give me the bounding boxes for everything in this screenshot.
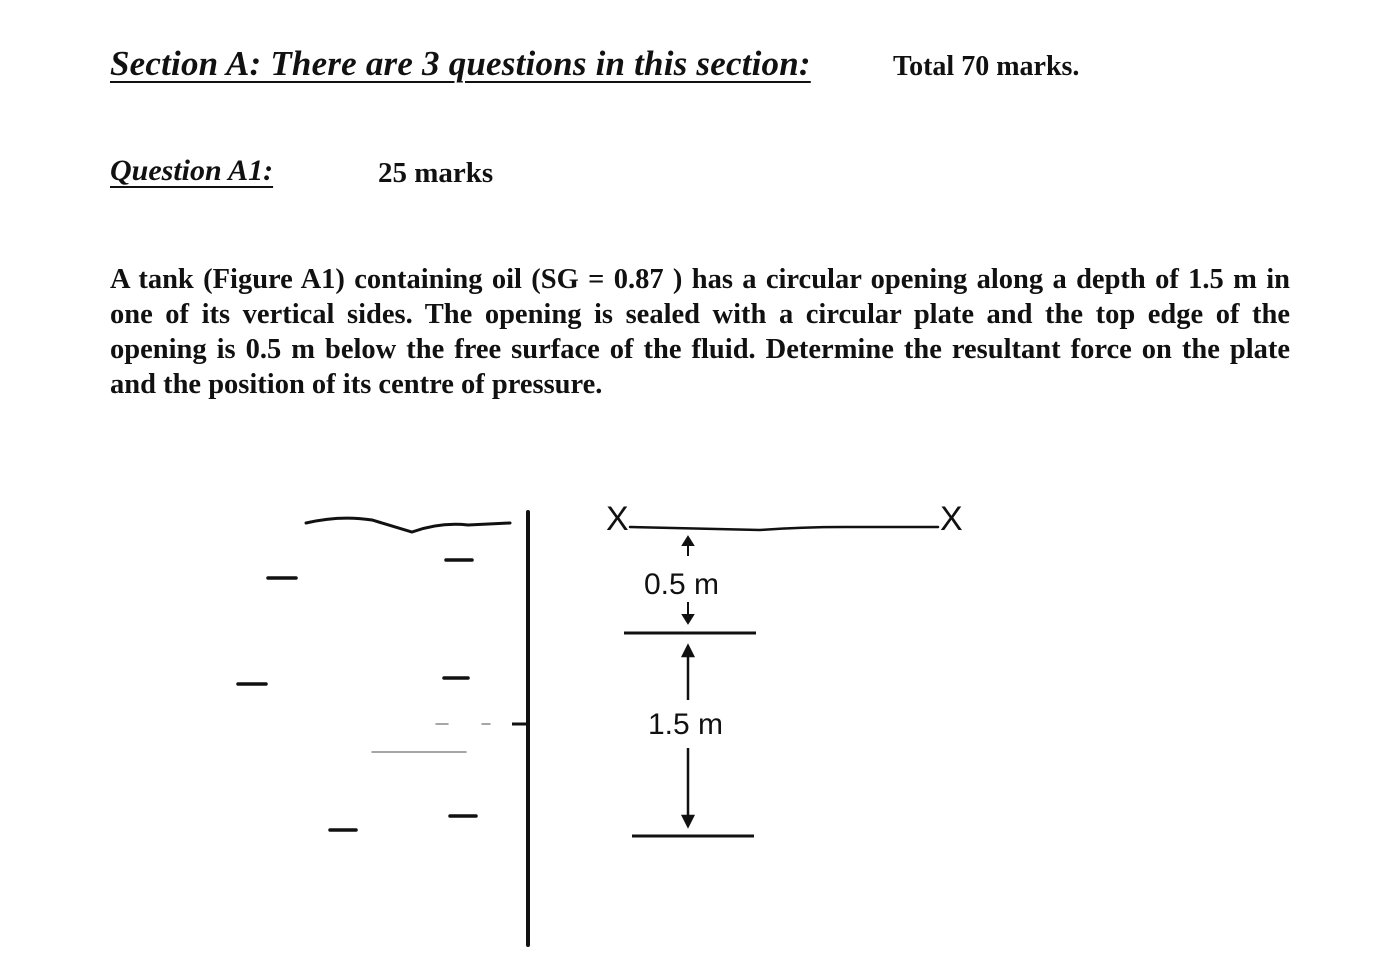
question-marks: 25 marks bbox=[378, 157, 494, 189]
free-surface-left bbox=[306, 518, 510, 532]
depth-to-opening-label: 0.5 m bbox=[644, 568, 720, 601]
liquid-hatching-faint bbox=[372, 724, 490, 752]
section-heading: Section A: There are 3 questions in this section: bbox=[110, 44, 811, 83]
section-total-marks: Total 70 marks. bbox=[893, 51, 1080, 82]
surface-marker-right: X bbox=[940, 500, 963, 538]
question-text: A tank (Figure A1) containing oil (SG = 0.87 ) has a circular opening along a depth of 1.5 m in one of its vertical sides. The opening is sealed with a circular plate and the top edge of the opening is 0.5 m below the free surface of the fluid. Determine the resultant force on the plate and the position of its centre of pressure. bbox=[110, 264, 1290, 400]
question-heading: Question A1: bbox=[110, 154, 274, 187]
liquid-hatching bbox=[238, 560, 476, 830]
dimension-1-5m bbox=[632, 646, 754, 836]
surface-marker-left: X bbox=[606, 500, 629, 538]
free-surface-reference-line bbox=[630, 527, 938, 530]
opening-depth-label: 1.5 m bbox=[648, 708, 724, 741]
